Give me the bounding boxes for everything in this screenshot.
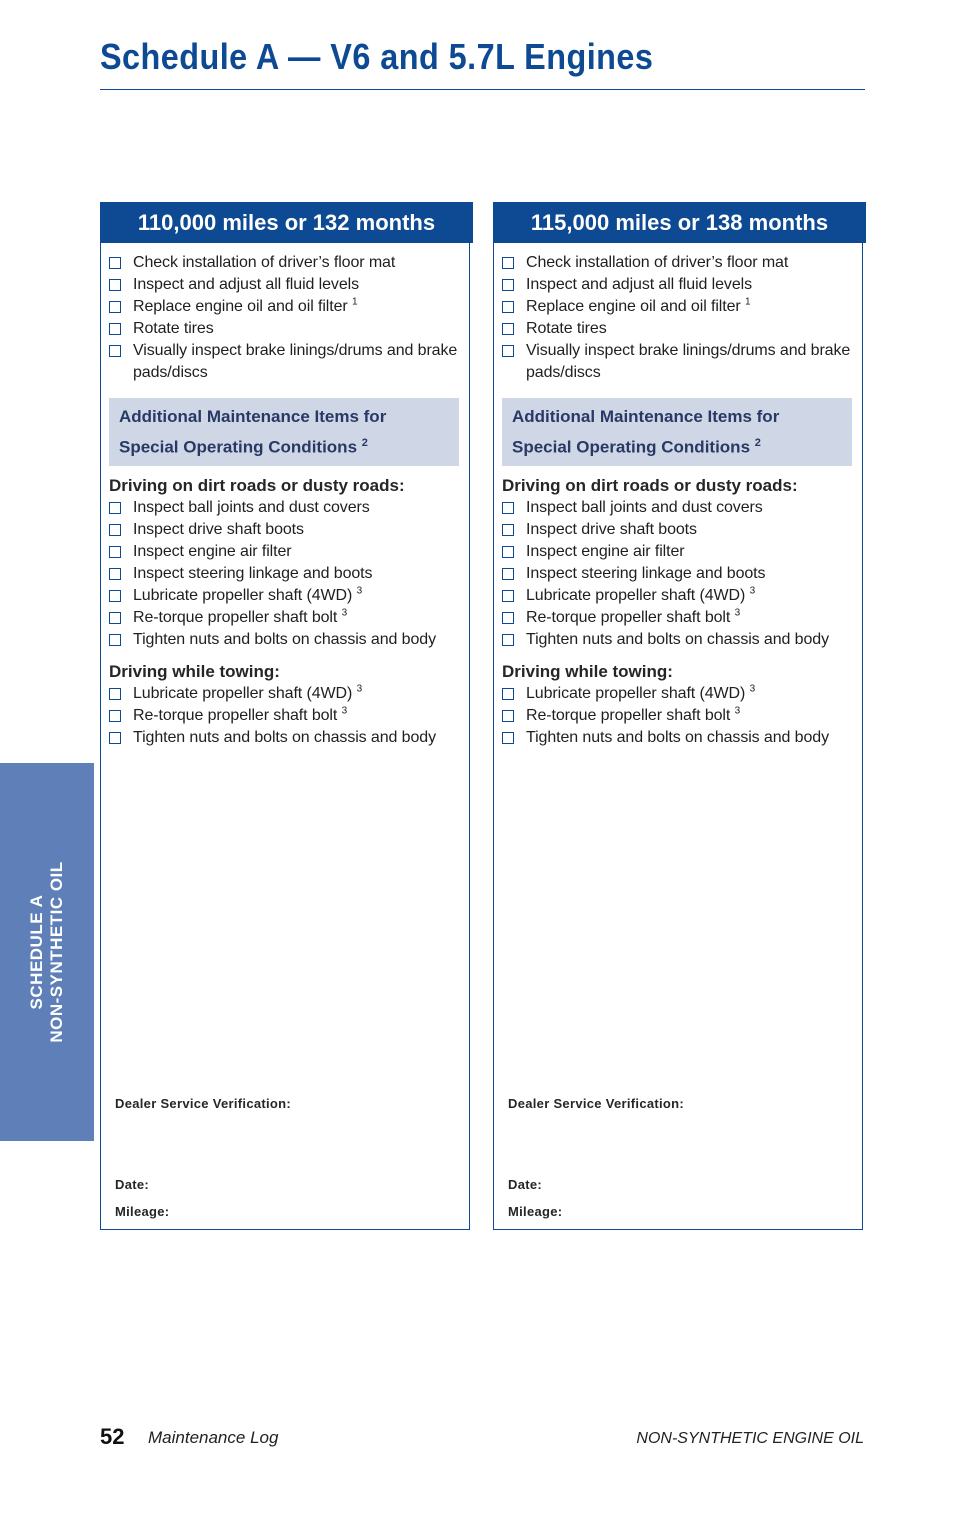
checklist-item: Replace engine oil and oil filter $^1$ — [502, 296, 862, 318]
special-conditions-box — [109, 398, 459, 466]
special-title-line-2: Special Operating Conditions — [119, 437, 358, 457]
checkbox-icon[interactable] — [109, 524, 121, 536]
checkbox-icon[interactable] — [502, 590, 514, 602]
checklist-item: Check installation of driver’s floor mat — [109, 252, 469, 274]
checklist-item: Re-torque propeller shaft bolt $^3$ — [502, 607, 862, 629]
footnote-marker: 1 — [744, 296, 751, 308]
maintenance-checklist — [494, 252, 862, 384]
special-title-line-1: Additional Maintenance Items for — [512, 407, 780, 426]
footnote-marker: 1 — [351, 296, 358, 308]
card-heading: 110,000 miles or 132 months — [100, 202, 473, 243]
towing-title: Driving while towing: — [109, 661, 280, 681]
page-label: Maintenance Log — [148, 1428, 279, 1447]
checkbox-icon[interactable] — [502, 612, 514, 624]
maintenance-checklist — [101, 252, 469, 384]
footnote-marker: 3 — [341, 607, 348, 619]
dirt-roads-title: Driving on dirt roads or dusty roads: — [109, 475, 405, 495]
mileage-label: Mileage: — [115, 1204, 170, 1219]
footnote-marker: 3 — [341, 705, 348, 717]
checkbox-icon[interactable] — [502, 502, 514, 514]
checkbox-icon[interactable] — [109, 257, 121, 269]
checkbox-icon[interactable] — [502, 634, 514, 646]
checkbox-icon[interactable] — [502, 688, 514, 700]
checklist-item: Rotate tires — [109, 318, 469, 340]
towing-checklist — [494, 683, 862, 749]
title-rule — [100, 89, 865, 90]
checkbox-icon[interactable] — [502, 710, 514, 722]
footnote-marker: 3 — [356, 585, 363, 597]
date-label: Date: — [508, 1177, 543, 1192]
checkbox-icon[interactable] — [502, 323, 514, 335]
checklist-item: Inspect engine air filter — [502, 541, 862, 563]
checkbox-icon[interactable] — [109, 279, 121, 291]
checklist-item: Lubricate propeller shaft (4WD) $^3$ — [502, 585, 862, 607]
checkbox-icon[interactable] — [109, 345, 121, 357]
footnote-marker: 2 — [754, 437, 761, 449]
footnote-marker: 2 — [361, 437, 368, 449]
card-heading: 115,000 miles or 138 months — [493, 202, 866, 243]
checklist-item: Inspect steering linkage and boots — [109, 563, 469, 585]
footnote-marker: 3 — [356, 683, 363, 695]
checklist-item: Re-torque propeller shaft bolt $^3$ — [109, 705, 469, 727]
page-title: Schedule A — V6 and 5.7L Engines — [100, 36, 654, 77]
towing-title: Driving while towing: — [502, 661, 673, 681]
dealer-verification-label: Dealer Service Verification: — [508, 1096, 685, 1111]
checkbox-icon[interactable] — [109, 634, 121, 646]
checklist-item: Rotate tires — [502, 318, 862, 340]
checklist-item: Inspect ball joints and dust covers — [109, 497, 469, 519]
dirt-roads-checklist — [101, 497, 469, 651]
checkbox-icon[interactable] — [109, 568, 121, 580]
dirt-roads-title: Driving on dirt roads or dusty roads: — [502, 475, 798, 495]
side-tab-label — [27, 861, 67, 1042]
footnote-marker: 3 — [734, 705, 741, 717]
checklist-item: Visually inspect brake linings/drums and brake pads/discs — [109, 340, 469, 384]
footnote-marker: 3 — [749, 683, 756, 695]
checklist-item: Inspect drive shaft boots — [109, 519, 469, 541]
checklist-item: Lubricate propeller shaft (4WD) $^3$ — [109, 683, 469, 705]
checklist-item: Visually inspect brake linings/drums and brake pads/discs — [502, 340, 862, 384]
checklist-item: Inspect and adjust all fluid levels — [109, 274, 469, 296]
maintenance-card-115000 — [493, 202, 863, 1230]
card-body — [494, 252, 862, 749]
checkbox-icon[interactable] — [502, 546, 514, 558]
dealer-verification-label: Dealer Service Verification: — [115, 1096, 292, 1111]
checkbox-icon[interactable] — [502, 732, 514, 744]
checkbox-icon[interactable] — [109, 590, 121, 602]
page-footer: NON-SYNTHETIC ENGINE OIL — [636, 1430, 864, 1447]
page-number: 52 — [100, 1424, 125, 1449]
checklist-item: Inspect drive shaft boots — [502, 519, 862, 541]
checklist-item: Inspect and adjust all fluid levels — [502, 274, 862, 296]
checkbox-icon[interactable] — [502, 345, 514, 357]
checklist-item: Inspect ball joints and dust covers — [502, 497, 862, 519]
checkbox-icon[interactable] — [502, 257, 514, 269]
checkbox-icon[interactable] — [502, 524, 514, 536]
card-body — [101, 252, 469, 749]
side-tab-line-1: SCHEDULE A — [27, 894, 46, 1010]
special-title-line-1: Additional Maintenance Items for — [119, 407, 387, 426]
date-label: Date: — [115, 1177, 150, 1192]
checkbox-icon[interactable] — [109, 502, 121, 514]
towing-checklist — [101, 683, 469, 749]
checkbox-icon[interactable] — [109, 323, 121, 335]
checkbox-icon[interactable] — [502, 301, 514, 313]
checkbox-icon[interactable] — [502, 568, 514, 580]
checklist-item: Tighten nuts and bolts on chassis and body — [502, 629, 862, 651]
checkbox-icon[interactable] — [109, 688, 121, 700]
checklist-item: Lubricate propeller shaft (4WD) $^3$ — [109, 585, 469, 607]
maintenance-card-110000 — [100, 202, 470, 1230]
special-title-line-2: Special Operating Conditions — [512, 437, 751, 457]
checklist-item: Check installation of driver’s floor mat — [502, 252, 862, 274]
checklist-item: Inspect engine air filter — [109, 541, 469, 563]
checkbox-icon[interactable] — [109, 612, 121, 624]
checklist-item: Lubricate propeller shaft (4WD) $^3$ — [502, 683, 862, 705]
side-tab-line-2: NON-SYNTHETIC OIL — [47, 861, 66, 1043]
footnote-marker: 3 — [749, 585, 756, 597]
dirt-roads-checklist — [494, 497, 862, 651]
checklist-item: Re-torque propeller shaft bolt $^3$ — [109, 607, 469, 629]
checklist-item: Replace engine oil and oil filter $^1$ — [109, 296, 469, 318]
checkbox-icon[interactable] — [109, 732, 121, 744]
checkbox-icon[interactable] — [109, 301, 121, 313]
footnote-marker: 3 — [734, 607, 741, 619]
checkbox-icon[interactable] — [109, 710, 121, 722]
checklist-item: Tighten nuts and bolts on chassis and body — [502, 727, 862, 749]
checklist-item: Tighten nuts and bolts on chassis and body — [109, 727, 469, 749]
checklist-item: Re-torque propeller shaft bolt $^3$ — [502, 705, 862, 727]
checkbox-icon[interactable] — [502, 279, 514, 291]
mileage-label: Mileage: — [508, 1204, 563, 1219]
checkbox-icon[interactable] — [109, 546, 121, 558]
special-conditions-box — [502, 398, 852, 466]
checklist-item: Tighten nuts and bolts on chassis and body — [109, 629, 469, 651]
checklist-item: Inspect steering linkage and boots — [502, 563, 862, 585]
